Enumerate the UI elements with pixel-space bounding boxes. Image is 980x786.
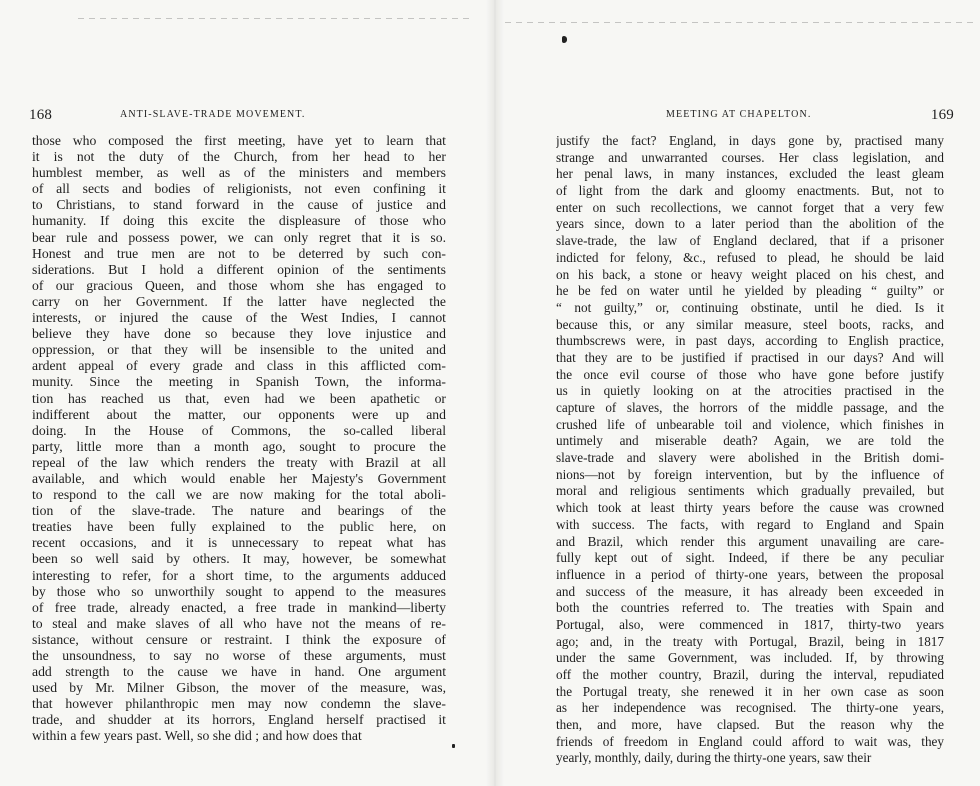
text-line: used by Mr. Milner Gibson, the mover of the measure, was, xyxy=(32,680,446,696)
text-line: to steal and make slaves of all who have not the means of re- xyxy=(32,615,446,631)
text-line: oppression, or that they will be insensible to the united and xyxy=(32,342,446,358)
text-line: humblest member, as well as of the ministers and members xyxy=(32,165,446,181)
page-number: 169 xyxy=(930,107,954,123)
text-line: yearly, monthly, daily, during the thirty-one years, saw their xyxy=(556,750,872,766)
text-line: recent occasions, and it is unnecessary to repeat what has xyxy=(32,535,446,551)
text-line: both the countries referred to. The treaties with Spain and xyxy=(556,600,944,616)
book-gutter xyxy=(486,0,504,786)
text-line: “ not guilty,” or, continuing obstinate, until he died. Is it xyxy=(556,299,944,315)
text-line: ardent appeal of every grade and class in this afflicted com- xyxy=(32,358,446,374)
right-body-text xyxy=(556,133,944,767)
text-line: tion has reached us that, even had we been apathetic or xyxy=(32,390,446,406)
text-line: on his back, a stone or heavy weight placed on his chest, and xyxy=(556,266,944,282)
text-line: doing. In the House of Commons, the so-called liberal xyxy=(32,422,446,438)
text-line: add strength to the cause we have in hand. One argument xyxy=(32,664,446,680)
text-line: to Christians, to stand forward in the cause of justice and xyxy=(32,197,446,213)
left-body-text xyxy=(32,133,446,745)
text-line: thumbscrews were, in past days, according to English practice, xyxy=(556,333,944,349)
text-line: then, and more, have clapsed. But the reason why the xyxy=(556,717,944,733)
text-line: moral and religious sentiments which gradually prevailed, but xyxy=(556,483,944,499)
page-number: 168 xyxy=(29,107,53,123)
text-line: interesting to refer, for a short time, to the arguments adduced xyxy=(32,567,446,583)
text-line: capture of slaves, the horrors of the middle passage, and the xyxy=(556,400,944,415)
text-line: influence in a period of thirty-one years, between the proposal xyxy=(556,566,944,582)
text-line: it is not the duty of the Church, from her head to her xyxy=(32,149,446,165)
text-line: as her independence was recognised. The thirty-one years, xyxy=(556,700,944,716)
text-line: the Portugal treaty, she renewed it in her own case as soon xyxy=(556,683,944,699)
text-line: humanity. If doing this excite the displeasure of those who xyxy=(32,213,446,229)
text-line: and Brazil, which render this argument unavailing are care- xyxy=(556,533,944,549)
text-line: treaties have been fully explained to the public here, on xyxy=(32,519,446,535)
text-line: slave-trade and slavery were abolished in the British domi- xyxy=(556,450,944,466)
text-line: enter on such recollections, we cannot forget that a very few xyxy=(556,199,944,215)
scan-edge-mark-right xyxy=(505,22,975,23)
text-line: repeal of the law which renders the treaty with Brazil at all xyxy=(32,454,446,470)
text-line: crushed life of unbearable toil and violence, which finishes in xyxy=(556,416,944,432)
text-line: fully kept out of sight. Indeed, if there be any peculiar xyxy=(556,550,944,566)
running-head-title: MEETING AT CHAPELTON. xyxy=(666,109,812,120)
text-line: indicted for felony, &c., refused to plead, he should be laid xyxy=(556,249,944,265)
text-line: justify the fact? England, in days gone by, practised many xyxy=(556,133,944,148)
text-line: which took at least thirty years before the cause was crowned xyxy=(556,500,944,516)
text-line: nions—not by foreign intervention, but by the influence of xyxy=(556,466,944,482)
text-line: the unsoundness, to say no worse of these arguments, must xyxy=(32,648,446,663)
text-line: interests, or injured the cause of the West Indies, I cannot xyxy=(32,310,446,326)
text-line: slave-trade, the law of England declared, that if a prisoner xyxy=(556,233,944,249)
text-line: by those who so unworthily sought to append to the measures xyxy=(32,583,446,599)
text-line: carry on her Government. If the latter have neglected the xyxy=(32,293,446,309)
text-line: that they are to be justified if practised in our days? And will xyxy=(556,349,944,365)
text-line: that however philanthropic men may now condemn the slave- xyxy=(32,696,446,712)
scan-edge-mark-left xyxy=(78,18,473,19)
text-line: sistance, without censure or restraint. I think the exposure of xyxy=(32,631,446,647)
text-line: under the same Government, was included. If, by throwing xyxy=(556,650,944,666)
text-line: us in quietly looking on at the atrocities practised in the xyxy=(556,383,944,399)
text-line: he be fed on water until he yielded by pleading “ guilty” or xyxy=(556,283,944,299)
text-line: indifferent about the matter, our opponents were up and xyxy=(32,406,446,422)
text-line: off the mother country, Brazil, during the interval, repudiated xyxy=(556,667,944,682)
text-line: tion of the slave-trade. The nature and bearings of the xyxy=(32,503,446,519)
text-line: of free trade, already enacted, a free trade in mankind—liberty xyxy=(32,599,446,615)
text-line: untimely and miserable death? Again, we are told the xyxy=(556,433,944,449)
text-line: of all sects and bodies of religionists, not even confining it xyxy=(32,181,446,197)
text-line: party, little more than a month ago, sought to procure the xyxy=(32,438,446,454)
text-line: believe they have done so because they love injustice and xyxy=(32,326,446,342)
text-line: been so well said by others. It may, however, be somewhat xyxy=(32,551,446,567)
text-line: because this, or any similar measure, steel boots, racks, and xyxy=(556,316,944,332)
text-line: those who composed the first meeting, have yet to learn that xyxy=(32,133,446,148)
text-line: trade, and shudder at its horrors, England herself practised it xyxy=(32,712,446,728)
text-line: Honest and true men are not to be deterred by such con- xyxy=(32,245,446,261)
text-line: Portugal, also, were commenced in 1817, thirty-two years xyxy=(556,616,944,632)
text-line: to respond to the call we are now making for the total aboli- xyxy=(32,487,446,503)
text-line: bear rule and possess power, we can only regret that it is so. xyxy=(32,229,446,245)
running-head-title: ANTI-SLAVE-TRADE MOVEMENT. xyxy=(120,109,306,120)
ink-speck xyxy=(452,744,455,748)
text-line: strange and unwarranted courses. Her class legislation, and xyxy=(556,149,944,165)
left-running-head xyxy=(29,106,446,124)
text-line: the once evil course of those who have gone before justify xyxy=(556,366,944,382)
right-running-head xyxy=(556,106,954,124)
text-line: her penal laws, in many instances, excluded the least gleam xyxy=(556,166,944,182)
text-line: ago; and, in the treaty with Portugal, Brazil, being in 1817 xyxy=(556,633,944,649)
text-line: friends of freedom in England could afford to wait was, they xyxy=(556,733,944,749)
text-line: years since, down to a later period than the abolition of the xyxy=(556,216,944,232)
text-line: and success of the measure, it has already been exceeded in xyxy=(556,583,944,599)
ink-speck xyxy=(562,36,567,43)
text-line: within a few years past. Well, so she did ; and how does that xyxy=(32,728,362,744)
text-line: with success. The facts, with regard to England and Spain xyxy=(556,516,944,532)
text-line: munity. Since the meeting in Spanish Town, the informa- xyxy=(32,374,446,390)
text-line: siderations. But I hold a different opinion of the sentiments xyxy=(32,261,446,277)
text-line: of light from the dark and gloomy enactments. But, not to xyxy=(556,183,944,199)
text-line: of our gracious Queen, and those whom she has engaged to xyxy=(32,277,446,293)
text-line: available, and which would enable her Majesty's Government xyxy=(32,470,446,486)
